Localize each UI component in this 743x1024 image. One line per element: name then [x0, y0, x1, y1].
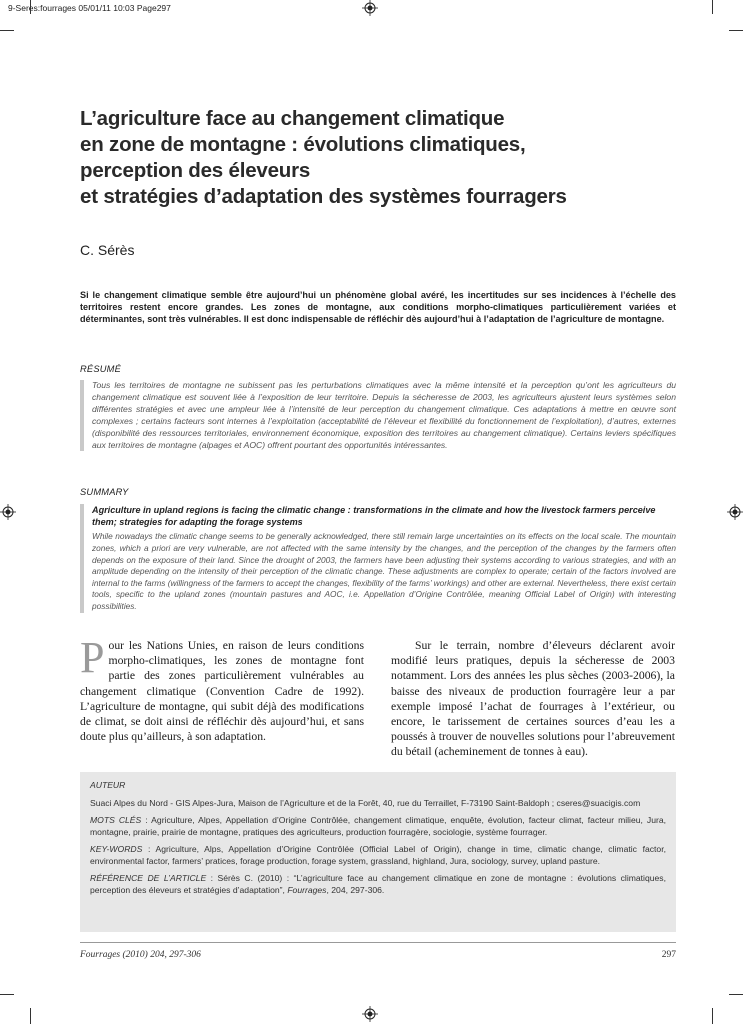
crop-mark-bottom-left [30, 1008, 31, 1024]
auteur-address: Suaci Alpes du Nord - GIS Alpes-Jura, Maison de l’Agriculture et de la Forêt, 40, rue du Terraillet, F-73190 Saint-Baldoph ; cseres@suacigis.com [90, 797, 641, 808]
body-left-text: our les Nations Unies, en raison de leurs conditions morpho-climatiques, les zones de montagne font partie des zones particulièrement vulnérables au changement climatique (Convention Cadre de 1992). L’agriculture de montagne, qui subit déjà des modifications de climat, se doit ainsi de réfléchir dès aujourd’hui, et sans doute plus qu’ailleurs, à son adaptation. [80, 639, 364, 744]
article-reference [90, 873, 666, 896]
mots-cles-text: : Agriculture, Alpes, Appellation d’Origine Contrôlée, changement climatique, enquête, évolution, facteur climat, facteur milieu, Jura, montagne, prairie, prairie de montagne, pratiques des agriculteurs, production fourragère, sociologie, système fourrager. [90, 815, 666, 837]
crop-mark-top-right [712, 0, 713, 14]
crop-mark-bottom-right [712, 1008, 713, 1024]
footer-rule [80, 942, 676, 943]
registration-mark-right-icon [727, 504, 743, 520]
registration-mark-left-icon [0, 504, 16, 520]
title-line: en zone de montagne : évolutions climatiques, [80, 133, 526, 156]
resume-text: Tous les territoires de montagne ne subissent pas les perturbations climatiques avec la même intensité et la perception qu’ont les agriculteurs du changement climatique est souvent liée à l’exposition de leur territoire. Depuis la sécheresse de 2003, les agriculteurs ajustent leurs systèmes selon différentes stratégies et avec une ampleur liée à l’intensité de leur perception du changement climatique. Ces adaptations à mettre en œuvre sont complexes ; certains facteurs sont internes à l’exploitation (acceptabilité de l’éleveur et flexibilité du fonctionnement de l’exploitation), d’autres, externes (disponibilité des ressources territoriales, environnement économique, exposition des territoires au changement climatique). Certains leviers spécifiques aux territoires de montagne (alpages et AOC) offrent pourtant des opportunités intéressantes. [92, 380, 676, 450]
footer-journal: Fourrages (2010) 204, 297-306 [80, 950, 201, 960]
title-line: perception des éleveurs [80, 159, 311, 182]
body-right-text: Sur le terrain, nombre d’éleveurs déclarent avoir modifié leurs pratiques, depuis la sécheresse de 2003 notamment. Lors des années les plus sèches (2003-2006), la baisse des niveaux de production fourragère leur a par exemple imposé l’achat de fourrages à l’extérieur, ou encore, le tarissement de certaines sources d’eau les a poussés à trouver de nouvelles solutions pour l’abreuvement du bétail (acheminement de tonnes à eau). [391, 639, 675, 759]
reference-label: RÉFÉRENCE DE L’ARTICLE [90, 873, 207, 883]
crop-mark-top-left [30, 0, 31, 14]
crop-mark-top-right-h [729, 30, 743, 31]
registration-mark-top-icon [362, 0, 378, 16]
lead-abstract: Si le changement climatique semble être aujourd’hui un phénomène global avéré, les incertitudes sur ses incidences à l’échelle des territoires restent encore grandes. Les zones de montagne, aux conditions morpho-climatiques particulièrement variées et déterminantes, sont très vulnérables. Il est donc indispensable de réfléchir dès aujourd’hui à l’adaptation de l’agriculture de montagne. [80, 290, 676, 325]
crop-mark-bottom-right-h [729, 994, 743, 995]
crop-mark-bottom-left-h [0, 994, 14, 995]
auteur-label: AUTEUR [90, 780, 126, 790]
article-title [80, 106, 680, 210]
key-words [90, 844, 666, 867]
auteur-section [90, 780, 666, 792]
body-column-right [391, 638, 675, 760]
resume-label: RÉSUMÉ [80, 364, 121, 374]
key-words-text: : Agriculture, Alps, Appellation d’Origine Contrôlée (Official Label of Origin), change in time, climatic change, climatic factor, environmental factor, farmers’ pratices, forage production, forage system, grassland, highland, Jura, sociology, survey, upland pasture. [90, 844, 666, 866]
crop-mark-top-left-h [0, 30, 14, 31]
title-line: et stratégies d’adaptation des systèmes fourragers [80, 185, 567, 208]
page-number: 297 [661, 950, 676, 960]
reference-journal: Fourrages [287, 884, 327, 895]
mots-cles [90, 815, 666, 838]
registration-mark-bottom-icon [362, 1006, 378, 1022]
reference-text-end: , 204, 297-306. [326, 884, 385, 895]
article-author: C. Sérès [80, 242, 135, 258]
summary-block [80, 504, 676, 613]
body-column-left [80, 633, 364, 744]
summary-label: SUMMARY [80, 487, 129, 497]
summary-text: While nowadays the climatic change seems to be generally acknowledged, there still remain large uncertainties on its effects on the local scale. The mountain zones, which a priori are very vulnerable, are not affected with the same intensity by the changes, and the perception of the changes by the farmers often depends on the exposure of their land. Since the drought of 2003, the farmers have been adjusting their systems according to various strategies, and with an amplitude depending on the intensity of their perception of the climatic change. These adjustments are complex to operate; certain of the factors involved are internal to the farms (willingness of the farmers to accept the changes, flexibility of the farms’ workings) and other are external. Nevertheless, there exist certain tools, specific to the upland zones (mountain pastures and AOC, i.e. Appellation d’Origine Contrôlée, meaning Official Label of Origin) with interesting possibilities. [92, 531, 676, 611]
title-line: L’agriculture face au changement climatique [80, 107, 505, 130]
reference-text: : Sérès C. (2010) : “L’agriculture face au changement climatique en zone de montagne : évolutions climatiques, perception des éleveurs et stratégies d’adaptation”, [90, 873, 666, 895]
article-info-box [80, 772, 676, 932]
resume-block [80, 380, 676, 451]
printer-slug: 9-Seres:fourrages 05/01/11 10:03 Page297 [8, 3, 171, 13]
summary-title: Agriculture in upland regions is facing the climatic change : transformations in the climate and how the livestock farmers perceive them; strategies for adapting the forage systems [92, 505, 656, 528]
key-words-label: KEY-WORDS [90, 844, 143, 854]
mots-cles-label: MOTS CLÉS [90, 815, 142, 825]
drop-cap: P [80, 633, 105, 682]
